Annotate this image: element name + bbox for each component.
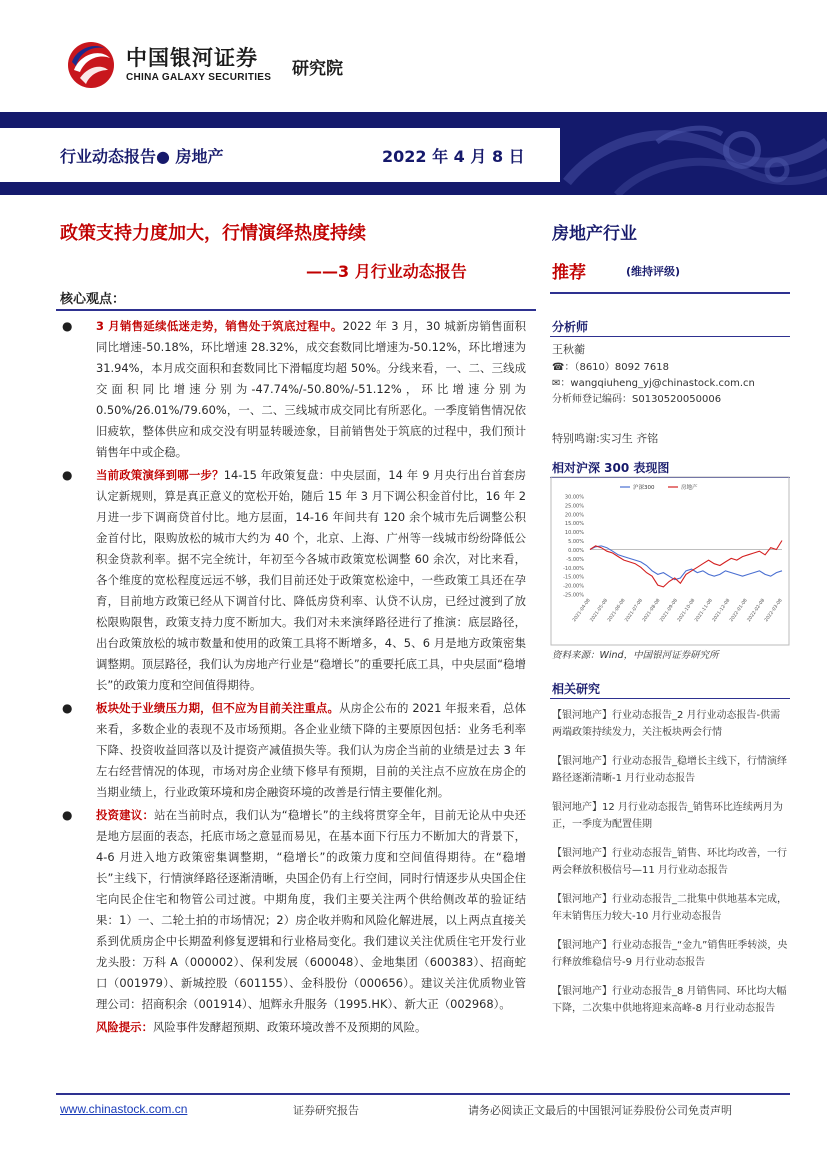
chart-source: 资料来源：Wind，中国银河证券研究所	[552, 650, 719, 661]
x-tick-label: 2021-07-08	[624, 598, 645, 624]
y-tick-label: 30.00%	[564, 494, 584, 501]
risk-text: 风险事件发酵超预期、政策环境改善不及预期的风险。	[152, 1020, 427, 1034]
x-tick-label: 2021-12-08	[711, 598, 732, 624]
related-research-item[interactable]: 【银河地产】行业动态报告_稳增长主线下，行情演绎路径逐渐清晰-1 月行业动态报告	[552, 756, 787, 784]
y-tick-label: -5.00%	[566, 556, 584, 563]
x-tick-label: 2022-01-08	[729, 598, 749, 624]
footer-divider	[56, 1093, 790, 1095]
core-view-text: 2022 年 3 月，30 城新房销售面积同比增速-50.18%，环比增速 28.32%，成交套数同比增速为-50.12%，环比增速为 31.94%，本月成交面积和套数同比下滑幅度均超 50%。分线来看，一、二、三线成交面积同比增速分别为-47.74%/-50.80%/-51.12%，环比增速分别为 0.50%/26.01%/79.60%，一、二、三线城市成交同比有所恶化。一季度销售情况依旧疲软，整体供应和成交没有明显转暖迹象，目前销售处于筑底的过程中，我们预计销售年中或企稳。	[96, 319, 526, 459]
industry-label: 房地产行业	[552, 224, 637, 244]
x-tick-label: 2021-08-08	[642, 598, 662, 624]
core-view-item	[56, 805, 526, 1015]
core-view-item	[56, 465, 526, 696]
analyst-heading: 分析师	[552, 320, 589, 334]
relative-performance-chart	[550, 476, 790, 646]
cloud-pattern-icon	[527, 112, 827, 195]
chart-frame	[551, 477, 789, 645]
related-research-item[interactable]: 银河地产】12 月行业动态报告_销售环比连续两月为正，一季度为配置佳期	[552, 802, 783, 830]
legend-label: 沪深300	[633, 485, 655, 491]
core-view-label: 核心观点：	[60, 292, 126, 307]
core-view-lead: 当前政策演绎到哪一步？	[96, 468, 224, 482]
core-view-text: 站在当前时点，我们认为“稳增长”的主线将贯穿全年，目前无论从中央还是地方层面的表态，托底市场之意显而易见，在基本面下行压力不断加大的背景下，4-6 月进入地方政策密集调整期，“稳增长”的政策力度和空间值得期待。在“稳增长”主线下，行情演绎路径逐渐清晰，央国企仍有上行空间，同时行情逐步从央国企住宅向民企住宅和物管公司过渡。中期角度，我们主要关注两个供给侧改革的验证结果：1）一、二轮土拍的市场情况；2）房企收并购和风险化解进展，以上两点直接关系到优质房企中长期盈利修复逻辑和行业格局变化。我们建议关注优质住宅开发行业龙头股：万科 A（000002）、保利发展（600048）、金地集团（600383）、招商蛇口（001979）、新城控股（601155）、金科股份（000656）。建议关注优质物业管理公司：招商积余（001914）、旭辉永升服务（1995.HK）、新大正（002968）。	[96, 808, 526, 1011]
bullet-icon: ●	[62, 701, 73, 715]
related-research-item[interactable]: 【银河地产】行业动态报告_“金九”销售旺季转淡，央行释放维稳信号-9 月行业动态报告	[552, 940, 788, 968]
x-tick-label: 2022-03-08	[764, 598, 784, 624]
y-tick-label: 0.00%	[568, 547, 584, 554]
mail-icon: ✉：	[552, 378, 571, 389]
analyst-email[interactable]: wangqiuheng_yj@chinastock.com.cn	[570, 378, 755, 389]
y-tick-label: 15.00%	[564, 521, 584, 528]
y-tick-label: 25.00%	[564, 503, 584, 510]
x-tick-label: 2021-11-08	[694, 598, 714, 624]
report-type: 行业动态报告● 房地产	[60, 147, 224, 166]
related-research-item[interactable]: 【银河地产】行业动态报告_二批集中供地基本完成，年末销售压力较大-10 月行业动态报告	[552, 894, 787, 922]
footer-disclaimer: 请务必阅读正文最后的中国银河证券股份公司免责声明	[468, 1104, 732, 1117]
analyst-phone: ☎：（8610）8092 7618	[552, 362, 669, 373]
related-research-item[interactable]: 【银河地产】行业动态报告_销售、环比均改善，一行两会释放积极信号—11 月行业动态报告	[552, 848, 787, 876]
analyst-name: 王秋蘅	[552, 343, 585, 356]
core-view-text: 14-15 年政策复盘：中央层面，14 年 9 月央行出台首套房认定新规则，算是真正意义的宽松开始，随后 15 年 3 月下调公积金首付比，16 年 2 月进一步下调商贷首付比。地方层面，14-16 年间共有 120 余个城市先后调整公积金首付比，限购放松的城市大约为 40 个，北京、上海、广州等一线城市纷纷降低公积金贷款利率。据不完全统计，年初至今各城市政策宽松调整 60 余次，对比来看，各个维度的宽松程度远远不够，我们目前还处于政策宽松途中，一些政策工具还在孕育，目前地方政策已经从下调首付比、降低房贷利率、认贷不认房，已经过渡到了放松限购限售，政策支持力度不断加大。我们对未来演绎路径进行了推演：底层路径，出台政策放松的城市数量和使用的政策工具将不断增多，4、5、6 月是地方政策密集调整期。顶层路径，我们认为房地产行业是“稳增长”的重要托底工具，中央层面“稳增长”的政策力度和空间值得期待。	[96, 468, 526, 692]
core-view-list	[56, 316, 526, 1038]
rating-note: (维持评级)	[626, 265, 681, 278]
analyst-registration: 分析师登记编码：S0130520050006	[552, 394, 722, 405]
legend-label: 房地产	[681, 485, 698, 491]
x-tick-label: 2021-09-08	[659, 598, 679, 624]
core-view-lead: 板块处于业绩压力期，但不应为目前关注重点。	[96, 701, 340, 715]
report-date: 2022 年 4 月 8 日	[382, 147, 525, 166]
y-tick-label: 20.00%	[564, 512, 584, 519]
footer-website-link[interactable]: www.chinastock.com.cn	[60, 1102, 188, 1116]
special-thanks: 特别鸣谢:实习生 齐铭	[552, 432, 659, 445]
y-tick-label: -25.00%	[563, 592, 584, 599]
footer-report-type: 证券研究报告	[293, 1104, 359, 1117]
core-view-lead: 3 月销售延续低迷走势，销售处于筑底过程中。	[96, 319, 343, 333]
divider	[56, 309, 536, 311]
x-tick-label: 2021-10-08	[676, 598, 697, 624]
report-subtitle: ——3 月行业动态报告	[306, 262, 467, 281]
core-view-lead: 投资建议：	[96, 808, 155, 822]
related-heading: 相关研究	[552, 682, 601, 696]
related-research-item[interactable]: 【银河地产】行业动态报告_2 月行业动态报告-供需两端政策持续发力，关注板块两会行情	[552, 710, 781, 738]
series-line-1	[590, 541, 782, 587]
x-tick-label: 2021-05-08	[589, 598, 610, 624]
bullet-icon: ●	[62, 319, 73, 333]
x-tick-label: 2021-06-08	[607, 598, 627, 624]
y-tick-label: 5.00%	[568, 539, 584, 546]
risk-lead: 风险提示：	[96, 1020, 153, 1034]
y-tick-label: -10.00%	[563, 565, 584, 572]
x-tick-label: 2022-02-08	[746, 598, 767, 624]
chart-heading: 相对沪深 300 表现图	[552, 461, 670, 475]
brand-name-en: CHINA GALAXY SECURITIES	[126, 72, 272, 83]
divider	[550, 292, 790, 294]
bullet-icon: ●	[62, 808, 73, 822]
brand-logo	[66, 40, 366, 96]
core-view-item	[56, 698, 526, 803]
galaxy-logo-icon	[66, 40, 116, 90]
report-title: 政策支持力度加大，行情演绎热度持续	[60, 223, 366, 244]
divider	[550, 336, 790, 337]
institute-label: 研究院	[292, 59, 343, 79]
y-tick-label: 10.00%	[564, 530, 584, 537]
brand-name-cn: 中国银河证券	[126, 46, 258, 70]
core-view-item	[56, 316, 526, 463]
x-tick-label: 2021-04-08	[572, 598, 592, 624]
y-tick-label: -15.00%	[563, 574, 584, 581]
risk-note	[56, 1017, 526, 1038]
y-tick-label: -20.00%	[563, 583, 584, 590]
analyst-email-row	[552, 374, 755, 389]
core-view-text: 从房企公布的 2021 年报来看，总体来看，多数企业的表现不及市场预期。各企业业绩下降的主要原因包括：业务毛利率下降、投资收益回落以及计提资产减值损失等。我们认为房企当前的业绩是过去 3 年左右经营情况的体现，市场对房企业绩下修早有预期，目前的关注点不应放在房企的当期业绩上，行业政策环境和房企融资环境的改善是行情主要催化剂。	[96, 701, 526, 799]
related-research-list	[552, 707, 790, 1029]
bullet-icon: ●	[62, 468, 73, 482]
rating-label: 推荐	[552, 263, 586, 283]
chart-svg	[550, 476, 790, 646]
related-research-item[interactable]: 【银河地产】行业动态报告_8 月销售同、环比均大幅下降，二次集中供地将迎来高峰-8 月行业动态报告	[552, 986, 787, 1014]
divider	[550, 698, 790, 699]
